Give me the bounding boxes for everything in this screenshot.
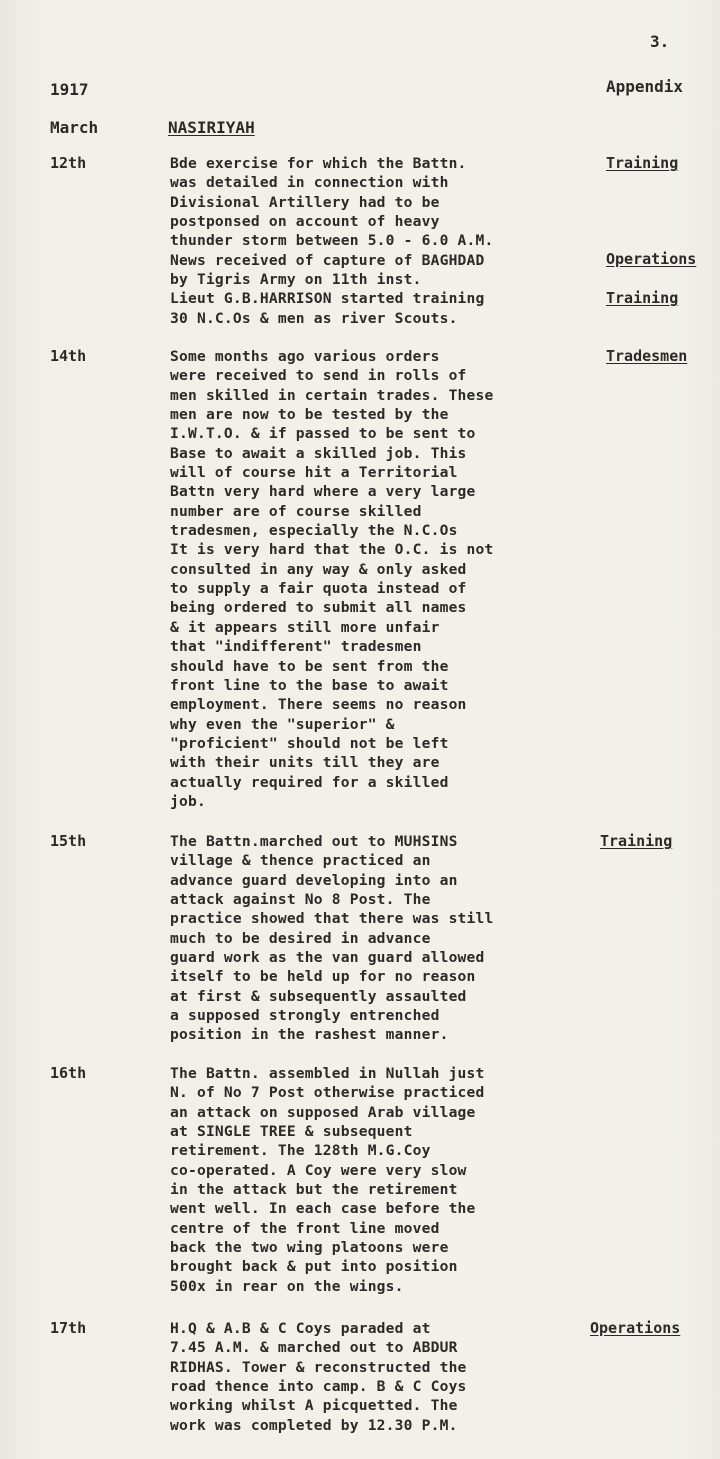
diary-year: 1917 (50, 80, 89, 99)
entry-text: Some months ago various orders were received to send in rolls of men skilled in certain trades. These men are now to be tested by the I.W.T.O. & if passed to be sent to Base to await a skilled job. This will of course hit a Territorial Battn very hard where a very large number are of course skilled tradesmen, especially the N.C.Os It is very hard that the O.C. is not consulted in any way & only asked to supply a fair quota instead of being ordered to submit all names & it appears still more unfair that "indifferent" tradesmen should have to be sent from the front line to the base to await employment. There seems no reason why even the "superior" & "proficient" should not be left with their units till they are actually required for a skilled job. (170, 348, 494, 810)
page-number: 3. (650, 32, 670, 51)
entry-text: H.Q & A.B & C Coys paraded at 7.45 A.M. & marched out to ABDUR RIDHAS. Tower & reconstructed the road thence into camp. B & C Coys working whilst A picquetted. The work was completed by 12.30 P.M. (170, 1320, 467, 1434)
entry-date: 16th (50, 1064, 87, 1082)
appendix-column-heading: Appendix (606, 77, 684, 96)
entry-date: 15th (50, 832, 87, 850)
entry-date: 17th (50, 1319, 87, 1337)
appendix-tag-operations: Operations (606, 250, 697, 268)
appendix-tag-training: Training (606, 154, 679, 172)
appendix-tag-training: Training (600, 832, 673, 850)
entry-date: 14th (50, 347, 87, 365)
entry-text: The Battn.marched out to MUHSINS village & thence practiced an advance guard developing into an attack against No 8 Post. The practice showed that there was still much to be desired in advance guard work as the van guard allowed itself to be held up for no reason at first & subsequently assaulted a supposed strongly entrenched position in the rashest manner. (170, 833, 494, 1044)
appendix-tag-training: Training (606, 289, 679, 307)
appendix-tag-tradesmen: Tradesmen (606, 347, 688, 365)
entry-text: Bde exercise for which the Battn. was detailed in connection with Divisional Artillery had to be postponsed on account of heavy thunder storm between 5.0 - 6.0 A.M. News received of capture of BAGHDAD by Tigris Army on 11th inst. Lieut G.B.HARRISON started training 30 N.C.Os & men as river Scouts. (170, 155, 494, 327)
entry-date: 12th (50, 154, 87, 172)
entry-text: The Battn. assembled in Nullah just N. of No 7 Post otherwise practiced an attack on supposed Arab village at SINGLE TREE & subsequent retirement. The 128th M.G.Coy co-operated. A Coy were very slow in the attack but the retirement went well. In each case before the centre of the front line moved back the two wing platoons were brought back & put into position 500x in rear on the wings. (170, 1065, 485, 1295)
diary-month: March (50, 118, 99, 137)
appendix-tag-operations: Operations (590, 1319, 681, 1337)
diary-location: NASIRIYAH (168, 118, 255, 137)
